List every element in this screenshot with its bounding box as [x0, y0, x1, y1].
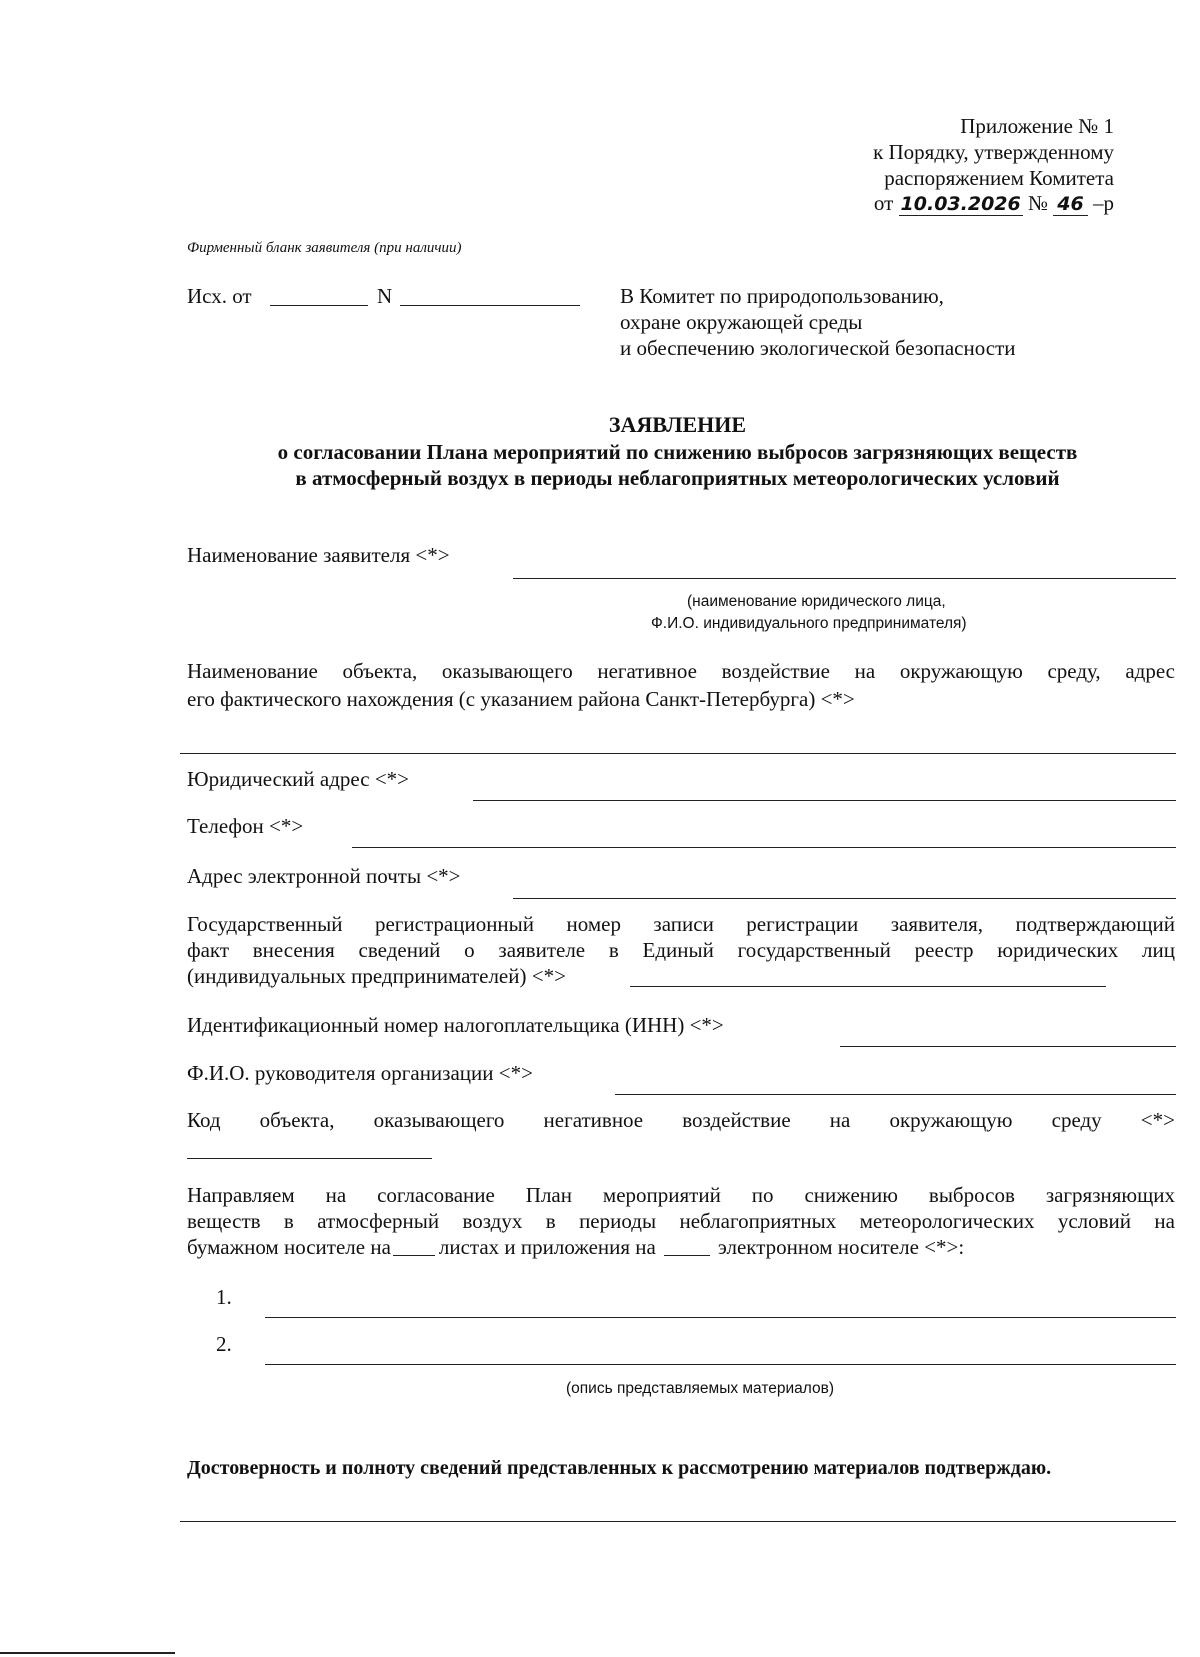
- object-name-label-1: Наименование объекта, оказывающего негативное воздействие на окружающую среду, адрес: [187, 659, 1175, 683]
- appendix-date-line: [874, 190, 1114, 217]
- addressee-line1: В Комитет по природопользованию,: [620, 284, 944, 308]
- phone-label: Телефон <*>: [187, 814, 304, 838]
- applicant-name-hint-1: (наименование юридического лица,: [687, 593, 946, 610]
- director-field[interactable]: [615, 1094, 1176, 1095]
- number-sign: №: [1028, 191, 1049, 215]
- electronic-media-label: листах и приложения на: [438, 1235, 656, 1259]
- submission-text-3: [187, 1234, 964, 1260]
- electronic-media-suffix: электронном носителе <*>:: [717, 1235, 965, 1259]
- legal-address-label: Юридический адрес <*>: [187, 767, 410, 791]
- appendix-number: Приложение № 1: [960, 114, 1114, 138]
- addressee-line3: и обеспечению экологической безопасности: [620, 336, 1016, 360]
- document-subtitle-1: о согласовании Плана мероприятий по снижению выбросов загрязняющих веществ: [277, 440, 1078, 464]
- letterhead-note: Фирменный бланк заявителя (при наличии): [187, 240, 462, 256]
- outgoing-date-field[interactable]: [270, 305, 368, 306]
- object-address-field[interactable]: [180, 753, 1176, 754]
- phone-field[interactable]: [352, 847, 1176, 848]
- attachment-item-field-1[interactable]: [265, 1317, 1176, 1318]
- scan-edge-line: [0, 1652, 175, 1654]
- object-code-label: Код объекта, оказывающего негативное воздействие на окружающую среду <*>: [187, 1108, 1175, 1132]
- email-label: Адрес электронной почты <*>: [187, 864, 461, 888]
- object-name-label-2: его фактического нахождения (с указанием района Санкт-Петербурга) <*>: [187, 687, 855, 711]
- confirmation-statement: Достоверность и полноту сведений представленных к рассмотрению материалов подтверждаю.: [187, 1457, 1052, 1479]
- ogrn-label-1: Государственный регистрационный номер записи регистрации заявителя, подтверждающий: [187, 912, 1175, 936]
- inn-field[interactable]: [840, 1046, 1176, 1047]
- object-code-field[interactable]: [187, 1158, 432, 1159]
- applicant-name-field[interactable]: [513, 578, 1176, 579]
- document-subtitle-2: в атмосферный воздух в периоды неблагоприятных метеорологических условий: [295, 466, 1060, 490]
- inn-label: Идентификационный номер налогоплательщика (ИНН) <*>: [187, 1013, 724, 1037]
- handwritten-number: 46: [1053, 193, 1087, 216]
- appendix-order-ref: к Порядку, утвержденному: [873, 140, 1114, 164]
- attachment-item-number-1: 1.: [216, 1285, 232, 1309]
- document-title: ЗАЯВЛЕНИЕ: [608, 412, 747, 437]
- electronic-count-field[interactable]: [664, 1255, 710, 1256]
- ogrn-label-2: факт внесения сведений о заявителе в Единый государственный реестр юридических лиц: [187, 938, 1175, 962]
- email-field[interactable]: [513, 898, 1176, 899]
- ogrn-field[interactable]: [630, 986, 1106, 987]
- date-prefix: от: [873, 191, 894, 215]
- applicant-name-hint-2: Ф.И.О. индивидуального предпринимателя): [651, 615, 967, 632]
- paper-sheets-label: бумажном носителе на: [187, 1235, 391, 1259]
- legal-address-field[interactable]: [473, 800, 1176, 801]
- appendix-committee-ref: распоряжением Комитета: [884, 166, 1114, 190]
- submission-text-2: веществ в атмосферный воздух в периоды неблагоприятных метеорологических условий на: [187, 1209, 1175, 1233]
- outgoing-number-field[interactable]: [400, 305, 580, 306]
- signature-line[interactable]: [180, 1521, 1176, 1522]
- number-suffix: –р: [1093, 191, 1114, 215]
- paper-sheets-field[interactable]: [393, 1255, 435, 1256]
- handwritten-date: 10.03.2026: [900, 193, 1021, 215]
- director-label: Ф.И.О. руководителя организации <*>: [187, 1061, 533, 1085]
- inventory-hint: (опись представляемых материалов): [566, 1380, 835, 1397]
- attachment-item-field-2[interactable]: [265, 1364, 1176, 1365]
- ogrn-label-3: (индивидуальных предпринимателей) <*>: [187, 964, 566, 988]
- outgoing-number-label: N: [377, 284, 393, 308]
- applicant-name-label: Наименование заявителя <*>: [187, 543, 450, 567]
- submission-text-1: Направляем на согласование План мероприятий по снижению выбросов загрязняющих: [187, 1183, 1175, 1207]
- attachment-item-number-2: 2.: [216, 1332, 232, 1356]
- outgoing-date-label: Исх. от: [187, 284, 252, 308]
- addressee-line2: охране окружающей среды: [620, 310, 863, 334]
